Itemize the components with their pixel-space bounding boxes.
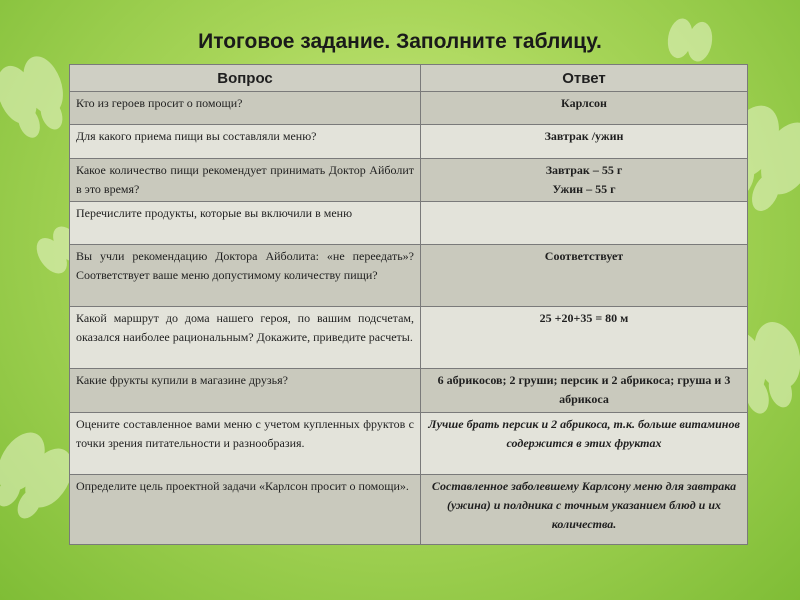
answer-cell [421,475,748,545]
question-cell: Оцените составленное вами меню с учетом купленных фруктов с точки зрения питательности и разнообразия. [70,413,421,475]
answer-cell [421,369,748,413]
question-cell: Определите цель проектной задачи «Карлсон просит о помощи». [70,475,421,545]
table-row [70,202,748,245]
table-row [70,159,748,202]
question-cell: Какое количество пищи рекомендует принимать Доктор Айболит в это время? [70,159,421,202]
answer-table [69,64,748,545]
question-cell: Какие фрукты купили в магазине друзья? [70,369,421,413]
answer-line: Завтрак /ужин [544,129,624,143]
answer-line: Составленное заболевшему Карлсону меню для завтрака (ужина) и полдника с точным указанием блюд и их количества. [431,479,737,531]
answer-cell [421,202,748,245]
answer-line: Лучше брать персик и 2 абрикоса, т.к. больше витаминов содержится в этих фруктах [428,417,740,450]
table-header-row [70,65,748,92]
answer-line: 6 абрикосов; 2 груши; персик и 2 абрикоса; груша и 3 абрикоса [437,373,731,406]
table-row [70,92,748,125]
question-cell: Перечислите продукты, которые вы включили в меню [70,202,421,245]
question-cell: Кто из героев просит о помощи? [70,92,421,125]
answer-line: Завтрак – 55 г [545,163,623,177]
table-row [70,245,748,307]
butterfly-icon [0,51,76,144]
table-row [70,369,748,413]
answer-line: 25 +20+35 = 80 м [539,311,629,325]
question-cell: Вы учли рекомендацию Доктора Айболита: «не переедать»? Соответствует ваше меню допустимому количеству пищи? [70,245,421,307]
answer-line: Ужин – 55 г [552,182,616,196]
header-question: Вопрос [70,65,421,92]
slide-title: Итоговое задание. Заполните таблицу. [198,30,602,53]
answer-cell [421,159,748,202]
answer-cell [421,307,748,369]
answer-line: Карлсон [561,96,607,110]
answer-cell [421,245,748,307]
answer-line: Соответствует [544,249,624,263]
question-cell: Для какого приема пищи вы составляли меню? [70,125,421,159]
header-answer: Ответ [421,65,748,92]
table-row [70,475,748,545]
table-row [70,413,748,475]
answer-cell [421,413,748,475]
answer-cell [421,125,748,159]
question-cell: Какой маршрут до дома нашего героя, по вашим подсчетам, оказался наиболее рациональным? Докажите, приведите расчеты. [70,307,421,369]
answer-cell [421,92,748,125]
table-row [70,125,748,159]
table-row [70,307,748,369]
